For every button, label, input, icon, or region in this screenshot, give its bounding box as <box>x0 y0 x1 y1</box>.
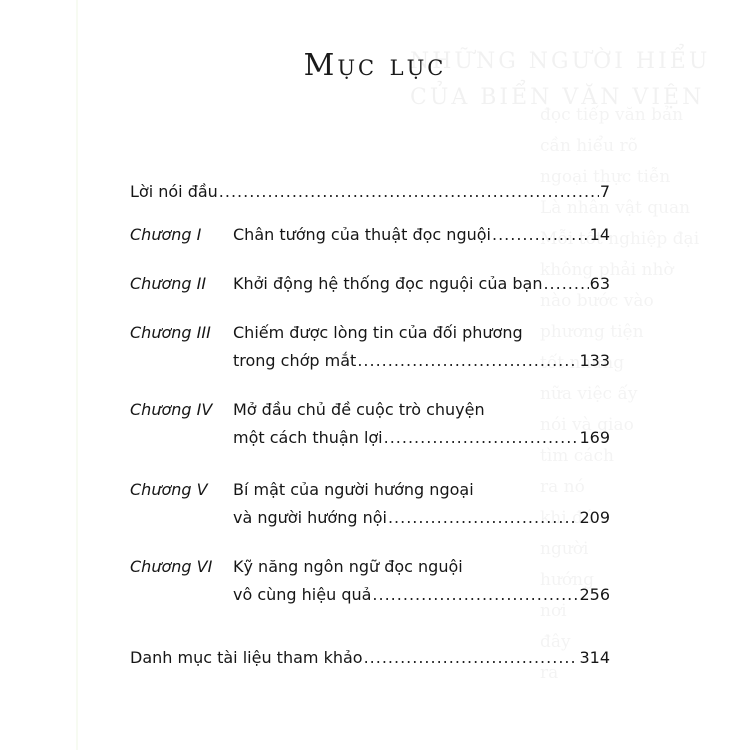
toc-entry-title: Danh mục tài liệu tham khảo <box>130 648 363 667</box>
dot-leader <box>543 274 588 293</box>
dot-leader <box>364 648 579 667</box>
chapter-label: Chương II <box>130 274 207 293</box>
dot-leader <box>357 351 578 370</box>
dot-leader <box>372 585 578 604</box>
toc-entry-chapter-6[interactable] <box>130 557 610 581</box>
toc-page-number: 169 <box>579 428 610 447</box>
dot-leader <box>492 225 589 244</box>
chapter-label: Chương V <box>130 480 208 499</box>
toc-page-number: 14 <box>589 225 610 244</box>
dot-leader <box>384 428 579 447</box>
toc-entry-title: Chiếm được lòng tin của đối phương <box>233 323 523 342</box>
toc-entry-references[interactable] <box>130 648 610 672</box>
page-title: Mục lục <box>303 48 447 83</box>
toc-entry-title-cont: và người hướng nội <box>233 508 387 527</box>
toc-entry-title: Khởi động hệ thống đọc nguội của bạn <box>233 274 543 293</box>
toc-entry-chapter-3-cont[interactable] <box>130 351 610 375</box>
toc-entry-title: Kỹ năng ngôn ngữ đọc nguội <box>233 557 463 576</box>
bleed-through-heading: NHỮNG NGƯỜI HIỂU CỦA BIỂN VĂN VIỆN <box>410 49 711 110</box>
chapter-label: Chương VI <box>130 557 213 576</box>
toc-page-number: 314 <box>579 648 610 667</box>
toc-entry-title: Lời nói đầu <box>130 182 218 201</box>
toc-page-number: 133 <box>579 351 610 370</box>
toc-page-number: 256 <box>579 585 610 604</box>
toc-entry-title-cont: một cách thuận lợi <box>233 428 383 447</box>
toc-page-number: 7 <box>599 182 610 201</box>
dot-leader <box>388 508 579 527</box>
toc-page-number: 209 <box>579 508 610 527</box>
toc-entry-chapter-1[interactable] <box>130 225 610 249</box>
chapter-label: Chương I <box>130 225 202 244</box>
chapter-label: Chương III <box>130 323 211 342</box>
toc-entry-chapter-6-cont[interactable] <box>130 585 610 609</box>
chapter-label: Chương IV <box>130 400 213 419</box>
dot-leader <box>219 182 599 201</box>
page-edge <box>76 0 78 750</box>
toc-entry-title-cont: vô cùng hiệu quả <box>233 585 372 604</box>
toc-entry-chapter-2[interactable] <box>130 274 610 298</box>
toc-entry-preface[interactable] <box>130 182 610 206</box>
toc-entry-chapter-4[interactable] <box>130 400 610 424</box>
toc-entry-title: Mở đầu chủ đề cuộc trò chuyện <box>233 400 485 419</box>
toc-page-number: 63 <box>589 274 610 293</box>
toc-entry-chapter-5[interactable] <box>130 480 610 504</box>
toc-entry-chapter-4-cont[interactable] <box>130 428 610 452</box>
toc-entry-title: Chân tướng của thuật đọc nguội <box>233 225 491 244</box>
toc-entry-title-cont: trong chớp mắt <box>233 351 357 370</box>
toc-entry-chapter-3[interactable] <box>130 323 610 347</box>
toc-entry-chapter-5-cont[interactable] <box>130 508 610 532</box>
toc-entry-title: Bí mật của người hướng ngoại <box>233 480 474 499</box>
